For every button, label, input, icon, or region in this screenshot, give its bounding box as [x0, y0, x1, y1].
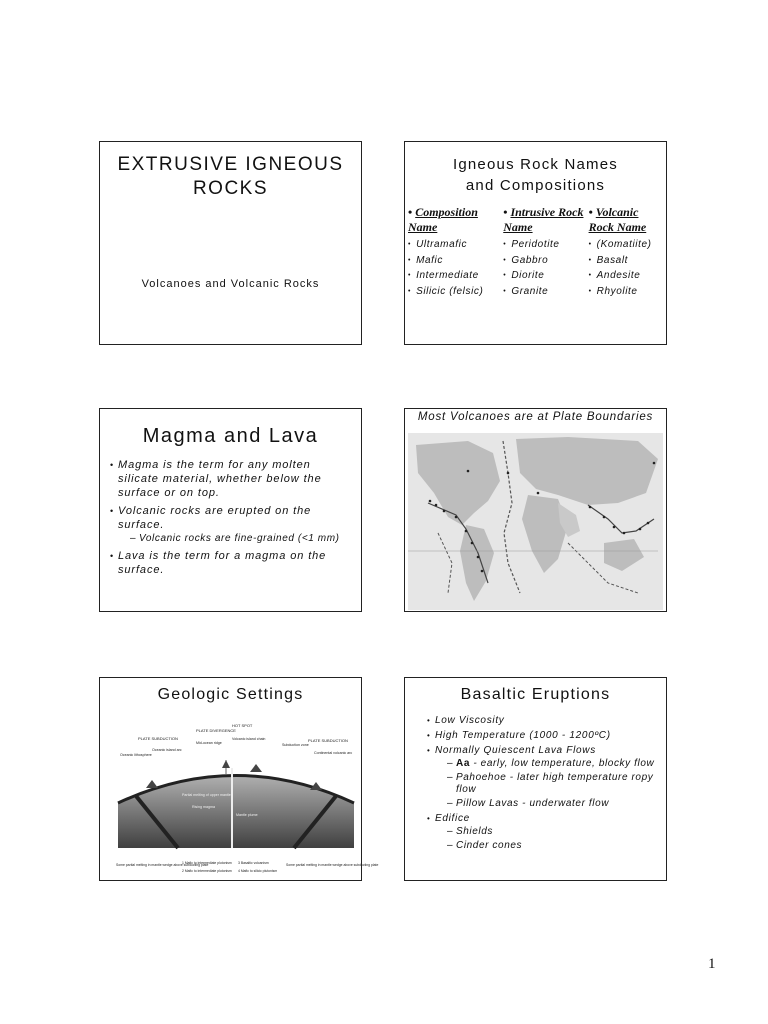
world-map-image: [408, 433, 663, 610]
slide-subtitle: Volcanoes and Volcanic Rocks: [141, 278, 320, 290]
sub-bullet-aa: – Aa - early, low temperature, blocky flow: [447, 758, 666, 770]
column-volcanic: [589, 205, 664, 299]
geologic-settings-diagram: [116, 708, 379, 878]
plate-boundary-map: [408, 433, 663, 610]
list-item: • Gabbro: [503, 253, 588, 269]
title-line-1: Igneous Rock Names: [452, 156, 618, 173]
slide-plate-boundaries: [404, 408, 667, 612]
title-line-2: and Compositions: [465, 177, 606, 194]
label-subduction-left: PLATE SUBDUCTION: [138, 736, 178, 741]
list-item: • (Komatiite): [589, 237, 664, 253]
page-number: 1: [708, 956, 716, 972]
slide-extrusive-igneous-rocks: [99, 141, 362, 345]
sub-bullet-pahoehoe: – Pahoehoe - later high temperature ropy flow: [447, 772, 666, 796]
bullet-edifice: • Edifice – Shields – Cinder cones: [427, 812, 666, 852]
label-ridge: Mid-ocean ridge: [196, 741, 222, 745]
slide-title: Most Volcanoes are at Plate Boundaries: [417, 411, 654, 423]
bullet-list: [405, 714, 666, 852]
column-head: • Intrusive Rock Name: [503, 205, 584, 234]
slide-title: Geologic Settings: [157, 686, 304, 703]
column-intrusive: [503, 205, 588, 299]
bullet-volcanic-rocks: • Volcanic rocks are erupted on the surface. – Volcanic rocks are fine-grained (<1 mm): [110, 504, 355, 545]
sub-bullet-shields: – Shields: [447, 826, 666, 838]
slide-magma-and-lava: [99, 408, 362, 612]
caption-6: Some partial melting in mantle wedge above subducting plate: [286, 863, 379, 867]
slide-title: [405, 154, 666, 196]
list-item: • Granite: [503, 284, 588, 300]
list-item: • Ultramafic: [408, 237, 503, 253]
sub-bullet-pillow: – Pillow Lavas - underwater flow: [447, 798, 666, 810]
list-item: • Intermediate: [408, 268, 503, 284]
slide-basaltic-eruptions: [404, 677, 667, 881]
label-island-arc: Oceanic island arc: [152, 748, 182, 752]
bullet-lava: • Lava is the term for a magma on the surface.: [110, 549, 355, 577]
list-item: • Silicic (felsic): [408, 284, 503, 300]
column-composition: [408, 205, 503, 299]
list-item: • Basalt: [589, 253, 664, 269]
caption-1: Some partial melting in mantle wedge above subducting plate: [116, 863, 209, 867]
bullet-high-temperature: • High Temperature (1000 - 1200ºC): [427, 729, 666, 742]
label-cont-arc: Continental volcanic arc: [314, 751, 353, 755]
bullet-low-viscosity: • Low Viscosity: [427, 714, 666, 727]
sub-bullet-fine-grained: – Volcanic rocks are fine-grained (<1 mm): [130, 533, 355, 545]
slide-rock-names: [404, 141, 667, 345]
list-item: • Rhyolite: [589, 284, 664, 300]
caption-4: 3 Basaltic volcanism: [238, 861, 269, 865]
caption-5: 4 Mafic to silicic plutonism: [238, 869, 278, 873]
sub-bullet-cinder-cones: – Cinder cones: [447, 840, 666, 852]
label-divergence: PLATE DIVERGENCE: [196, 728, 236, 733]
list-item: • Peridotite: [503, 237, 588, 253]
label-mantle-plume: Mantle plume: [236, 813, 258, 817]
label-hotspot: HOT SPOT: [232, 723, 253, 728]
label-rising-magma: Rising magma: [192, 805, 215, 809]
bullet-lava-flows: • Normally Quiescent Lava Flows – Aa - early, low temperature, blocky flow – Pahoehoe - later high temperature ropy flow – Pillow Lavas - underwater flow: [427, 744, 666, 810]
label-subduction-right: PLATE SUBDUCTION: [308, 738, 348, 743]
slide-title: Basaltic Eruptions: [460, 686, 611, 703]
slide-geologic-settings: [99, 677, 379, 881]
column-head: • Volcanic Rock Name: [588, 205, 647, 234]
bullet-magma: • Magma is the term for any molten silicate material, whether below the surface or on top.: [110, 458, 355, 500]
label-island-chain: Volcanic island chain: [232, 737, 266, 741]
rock-name-columns: [408, 205, 664, 299]
list-item: • Diorite: [503, 268, 588, 284]
list-item: • Andesite: [589, 268, 664, 284]
label-oceanic-litho: Oceanic lithosphere: [120, 753, 152, 757]
caption-2: 1 Mafic to intermediate plutonism: [182, 861, 232, 865]
column-head: • Composition Name: [408, 205, 478, 234]
slide-title: EXTRUSIVE IGNEOUS ROCKS: [117, 154, 344, 199]
label-subduction-zone: Subduction zone: [282, 743, 309, 747]
list-item: • Mafic: [408, 253, 503, 269]
caption-3: 2 Mafic to intermediate plutonism: [182, 869, 232, 873]
label-partial-melt: Partial melting of upper mantle: [182, 793, 231, 797]
bullet-list: [100, 458, 361, 577]
slide-title: Magma and Lava: [142, 425, 319, 447]
